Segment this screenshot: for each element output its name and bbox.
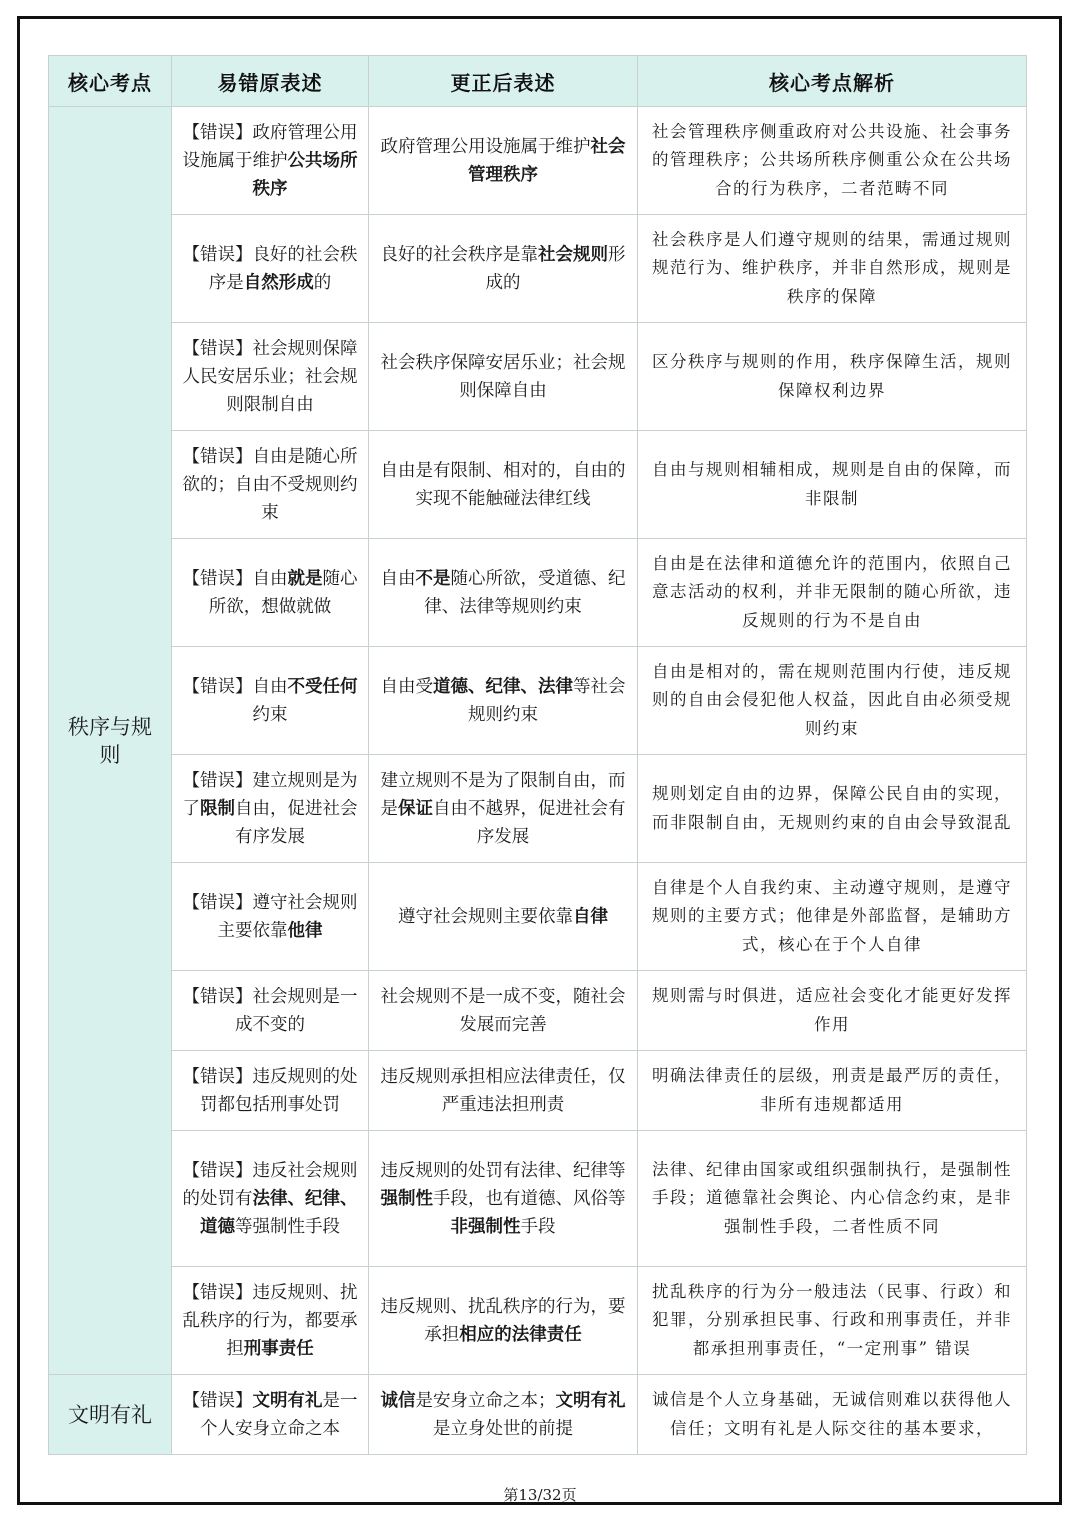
text-segment: 约束 <box>252 704 288 725</box>
text-segment: 的 <box>313 272 332 293</box>
table-row <box>49 971 1027 1051</box>
table-row <box>49 755 1027 863</box>
corrected-statement-cell <box>369 971 638 1051</box>
text-segment: 【错误】自由 <box>182 676 288 697</box>
corrected-statement-cell <box>369 1131 638 1267</box>
analysis-text: 扰乱秩序的行为分一般违法（民事、行政）和犯罪，分别承担民事、行政和刑事责任，并非都承担刑事责任，“一定刑事” 错误 <box>652 1281 1012 1358</box>
corrected-statement-cell <box>369 215 638 323</box>
analysis-text: 规则需与时俱进，适应社会变化才能更好发挥作用 <box>652 986 1012 1034</box>
header-corrected-statement: 更正后表述 <box>369 56 638 107</box>
analysis-text: 自由与规则相辅相成，规则是自由的保障，而非限制 <box>652 460 1012 508</box>
text-segment: 随心所欲，想做就做 <box>208 568 358 617</box>
analysis-text: 明确法律责任的层级，刑责是最严厉的责任，非所有违规都适用 <box>652 1066 1012 1114</box>
text-segment: 【错误】违反规则、扰乱秩序的行为，都要承担 <box>182 1282 358 1359</box>
emphasis-text: 社会规则 <box>538 244 608 265</box>
table-row <box>49 107 1027 215</box>
analysis-cell <box>638 539 1027 647</box>
wrong-statement-cell <box>172 1131 369 1267</box>
text-segment: 自由 <box>380 568 416 589</box>
text-segment: 社会秩序保障安居乐业；社会规则保障自由 <box>380 352 626 401</box>
emphasis-text: 刑事责任 <box>243 1338 314 1359</box>
emphasis-text: 法律、纪律、道德 <box>200 1188 358 1237</box>
wrong-statement-cell <box>172 755 369 863</box>
wrong-statement-cell <box>172 107 369 215</box>
corrected-statement-cell <box>369 647 638 755</box>
wrong-statement-cell <box>172 647 369 755</box>
text-segment: 【错误】社会规则保障人民安居乐业；社会规则限制自由 <box>182 338 358 415</box>
analysis-text: 规则划定自由的边界，保障公民自由的实现，而非限制自由，无规则约束的自由会导致混乱 <box>652 784 1012 832</box>
analysis-cell <box>638 863 1027 971</box>
analysis-cell <box>638 647 1027 755</box>
table-row <box>49 215 1027 323</box>
text-segment: 【错误】违反规则的处罚都包括刑事处罚 <box>182 1066 358 1115</box>
text-segment: 随心所欲，受道德、纪律、法律等规则约束 <box>424 568 626 617</box>
emphasis-text: 诚信 <box>380 1390 416 1411</box>
emphasis-text: 就是 <box>287 568 323 589</box>
table-row <box>49 1375 1027 1455</box>
emphasis-text: 限制 <box>200 798 235 819</box>
corrected-statement-cell <box>369 1267 638 1375</box>
analysis-cell <box>638 107 1027 215</box>
text-segment: 自由受 <box>380 676 433 697</box>
analysis-cell <box>638 1267 1027 1375</box>
analysis-text: 自由是在法律和道德允许的范围内，依照自己意志活动的权利，并非无限制的随心所欲，违反规则的行为不是自由 <box>652 553 1012 630</box>
error-correction-table <box>48 55 1027 1455</box>
text-segment: 【错误】良好的社会秩序是 <box>182 244 358 293</box>
wrong-statement-cell <box>172 1267 369 1375</box>
analysis-cell <box>638 1375 1027 1455</box>
emphasis-text: 非强制性 <box>450 1216 521 1237</box>
analysis-cell <box>638 323 1027 431</box>
text-segment: 自由是有限制、相对的，自由的实现不能触碰法律红线 <box>380 460 626 509</box>
text-segment: 【错误】自由是随心所欲的；自由不受规则约束 <box>182 446 358 523</box>
analysis-text: 法律、纪律由国家或组织强制执行，是强制性手段；道德靠社会舆论、内心信念约束，是非强制性手段，二者性质不同 <box>652 1159 1012 1236</box>
table-row <box>49 647 1027 755</box>
wrong-statement-cell <box>172 431 369 539</box>
corrected-statement-cell <box>369 863 638 971</box>
emphasis-text: 不受任何 <box>287 676 358 697</box>
table-header-row <box>49 56 1027 107</box>
text-segment: 【错误】自由 <box>182 568 288 589</box>
emphasis-text: 公共场所秩序 <box>252 150 358 199</box>
text-segment: 自由，促进社会有序发展 <box>235 798 358 847</box>
emphasis-text: 社会管理秩序 <box>468 136 626 185</box>
header-analysis: 核心考点解析 <box>638 56 1027 107</box>
emphasis-text: 文明有礼 <box>555 1390 626 1411</box>
text-segment: 手段，也有道德、风俗等 <box>433 1188 626 1209</box>
analysis-text: 社会秩序是人们遵守规则的结果，需通过规则规范行为、维护秩序，并非自然形成，规则是秩序的保障 <box>652 229 1012 306</box>
text-segment: 【错误】 <box>182 1390 253 1411</box>
text-segment: 是安身立命之本； <box>415 1390 556 1411</box>
table-row <box>49 863 1027 971</box>
category-cell: 文明有礼 <box>49 1375 172 1455</box>
text-segment: 社会规则不是一成不变，随社会发展而完善 <box>380 986 626 1035</box>
text-segment: 是一个人安身立命之本 <box>200 1390 358 1439</box>
emphasis-text: 保证 <box>398 798 433 819</box>
text-segment: 【错误】违反社会规则的处罚有 <box>182 1160 358 1209</box>
text-segment: 违反规则的处罚有法律、纪律等 <box>380 1160 626 1181</box>
wrong-statement-cell <box>172 971 369 1051</box>
corrected-statement-cell <box>369 323 638 431</box>
table-row <box>49 323 1027 431</box>
corrected-statement-cell <box>369 539 638 647</box>
wrong-statement-cell <box>172 323 369 431</box>
text-segment: 【错误】遵守社会规则主要依靠 <box>182 892 358 941</box>
wrong-statement-cell <box>172 863 369 971</box>
analysis-cell <box>638 215 1027 323</box>
corrected-statement-cell <box>369 107 638 215</box>
corrected-statement-cell <box>369 755 638 863</box>
text-segment: 等强制性手段 <box>235 1216 340 1237</box>
header-wrong-statement: 易错原表述 <box>172 56 369 107</box>
wrong-statement-cell <box>172 215 369 323</box>
table-row <box>49 1051 1027 1131</box>
emphasis-text: 不是 <box>415 568 451 589</box>
analysis-text: 自由是相对的，需在规则范围内行使，违反规则的自由会侵犯他人权益，因此自由必须受规则约束 <box>652 661 1012 738</box>
emphasis-text: 他律 <box>287 920 323 941</box>
text-segment: 【错误】建立规则是为了 <box>182 770 358 819</box>
emphasis-text: 强制性 <box>380 1188 433 1209</box>
text-segment: 【错误】政府管理公用设施属于维护 <box>182 122 358 171</box>
header-core-point: 核心考点 <box>49 56 172 107</box>
analysis-text: 社会管理秩序侧重政府对公共设施、社会事务的管理秩序；公共场所秩序侧重公众在公共场合的行为秩序，二者范畴不同 <box>652 121 1012 198</box>
analysis-cell <box>638 971 1027 1051</box>
analysis-cell <box>638 1131 1027 1267</box>
wrong-statement-cell <box>172 539 369 647</box>
text-segment: 良好的社会秩序是靠 <box>380 244 538 265</box>
text-segment: 政府管理公用设施属于维护 <box>380 136 591 157</box>
table-row <box>49 431 1027 539</box>
page-number: 第13/32页 <box>503 1486 577 1504</box>
analysis-cell <box>638 755 1027 863</box>
emphasis-text: 自律 <box>573 906 608 927</box>
emphasis-text: 道德、纪律、法律 <box>433 676 573 697</box>
table-row <box>49 1267 1027 1375</box>
wrong-statement-cell <box>172 1375 369 1455</box>
text-segment: 【错误】社会规则是一成不变的 <box>182 986 358 1035</box>
corrected-statement-cell <box>369 1375 638 1455</box>
category-cell: 秩序与规则 <box>49 107 172 1375</box>
wrong-statement-cell <box>172 1051 369 1131</box>
text-segment: 形成的 <box>485 244 626 293</box>
table-row <box>49 539 1027 647</box>
analysis-cell <box>638 431 1027 539</box>
emphasis-text: 自然形成 <box>243 272 314 293</box>
analysis-text: 诚信是个人立身基础，无诚信则难以获得他人信任；文明有礼是人际交往的基本要求， <box>652 1390 1012 1438</box>
text-segment: 遵守社会规则主要依靠 <box>398 906 573 927</box>
emphasis-text: 文明有礼 <box>252 1390 323 1411</box>
corrected-statement-cell <box>369 431 638 539</box>
text-segment: 自由不越界，促进社会有序发展 <box>433 798 626 847</box>
analysis-text: 自律是个人自我约束、主动遵守规则，是遵守规则的主要方式；他律是外部监督，是辅助方式，核心在于个人自律 <box>652 877 1012 954</box>
text-segment: 等社会规则约束 <box>468 676 626 725</box>
table-row <box>49 1131 1027 1267</box>
text-segment: 手段 <box>520 1216 556 1237</box>
text-segment: 违反规则承担相应法律责任，仅严重违法担刑责 <box>380 1066 626 1115</box>
text-segment: 违反规则、扰乱秩序的行为，要承担 <box>380 1296 626 1345</box>
text-segment: 建立规则不是为了限制自由，而是 <box>380 770 626 819</box>
corrected-statement-cell <box>369 1051 638 1131</box>
text-segment: 是立身处世的前提 <box>433 1418 573 1439</box>
analysis-text: 区分秩序与规则的作用，秩序保障生活，规则保障权利边界 <box>652 352 1012 400</box>
analysis-cell <box>638 1051 1027 1131</box>
emphasis-text: 相应的法律责任 <box>459 1324 582 1345</box>
